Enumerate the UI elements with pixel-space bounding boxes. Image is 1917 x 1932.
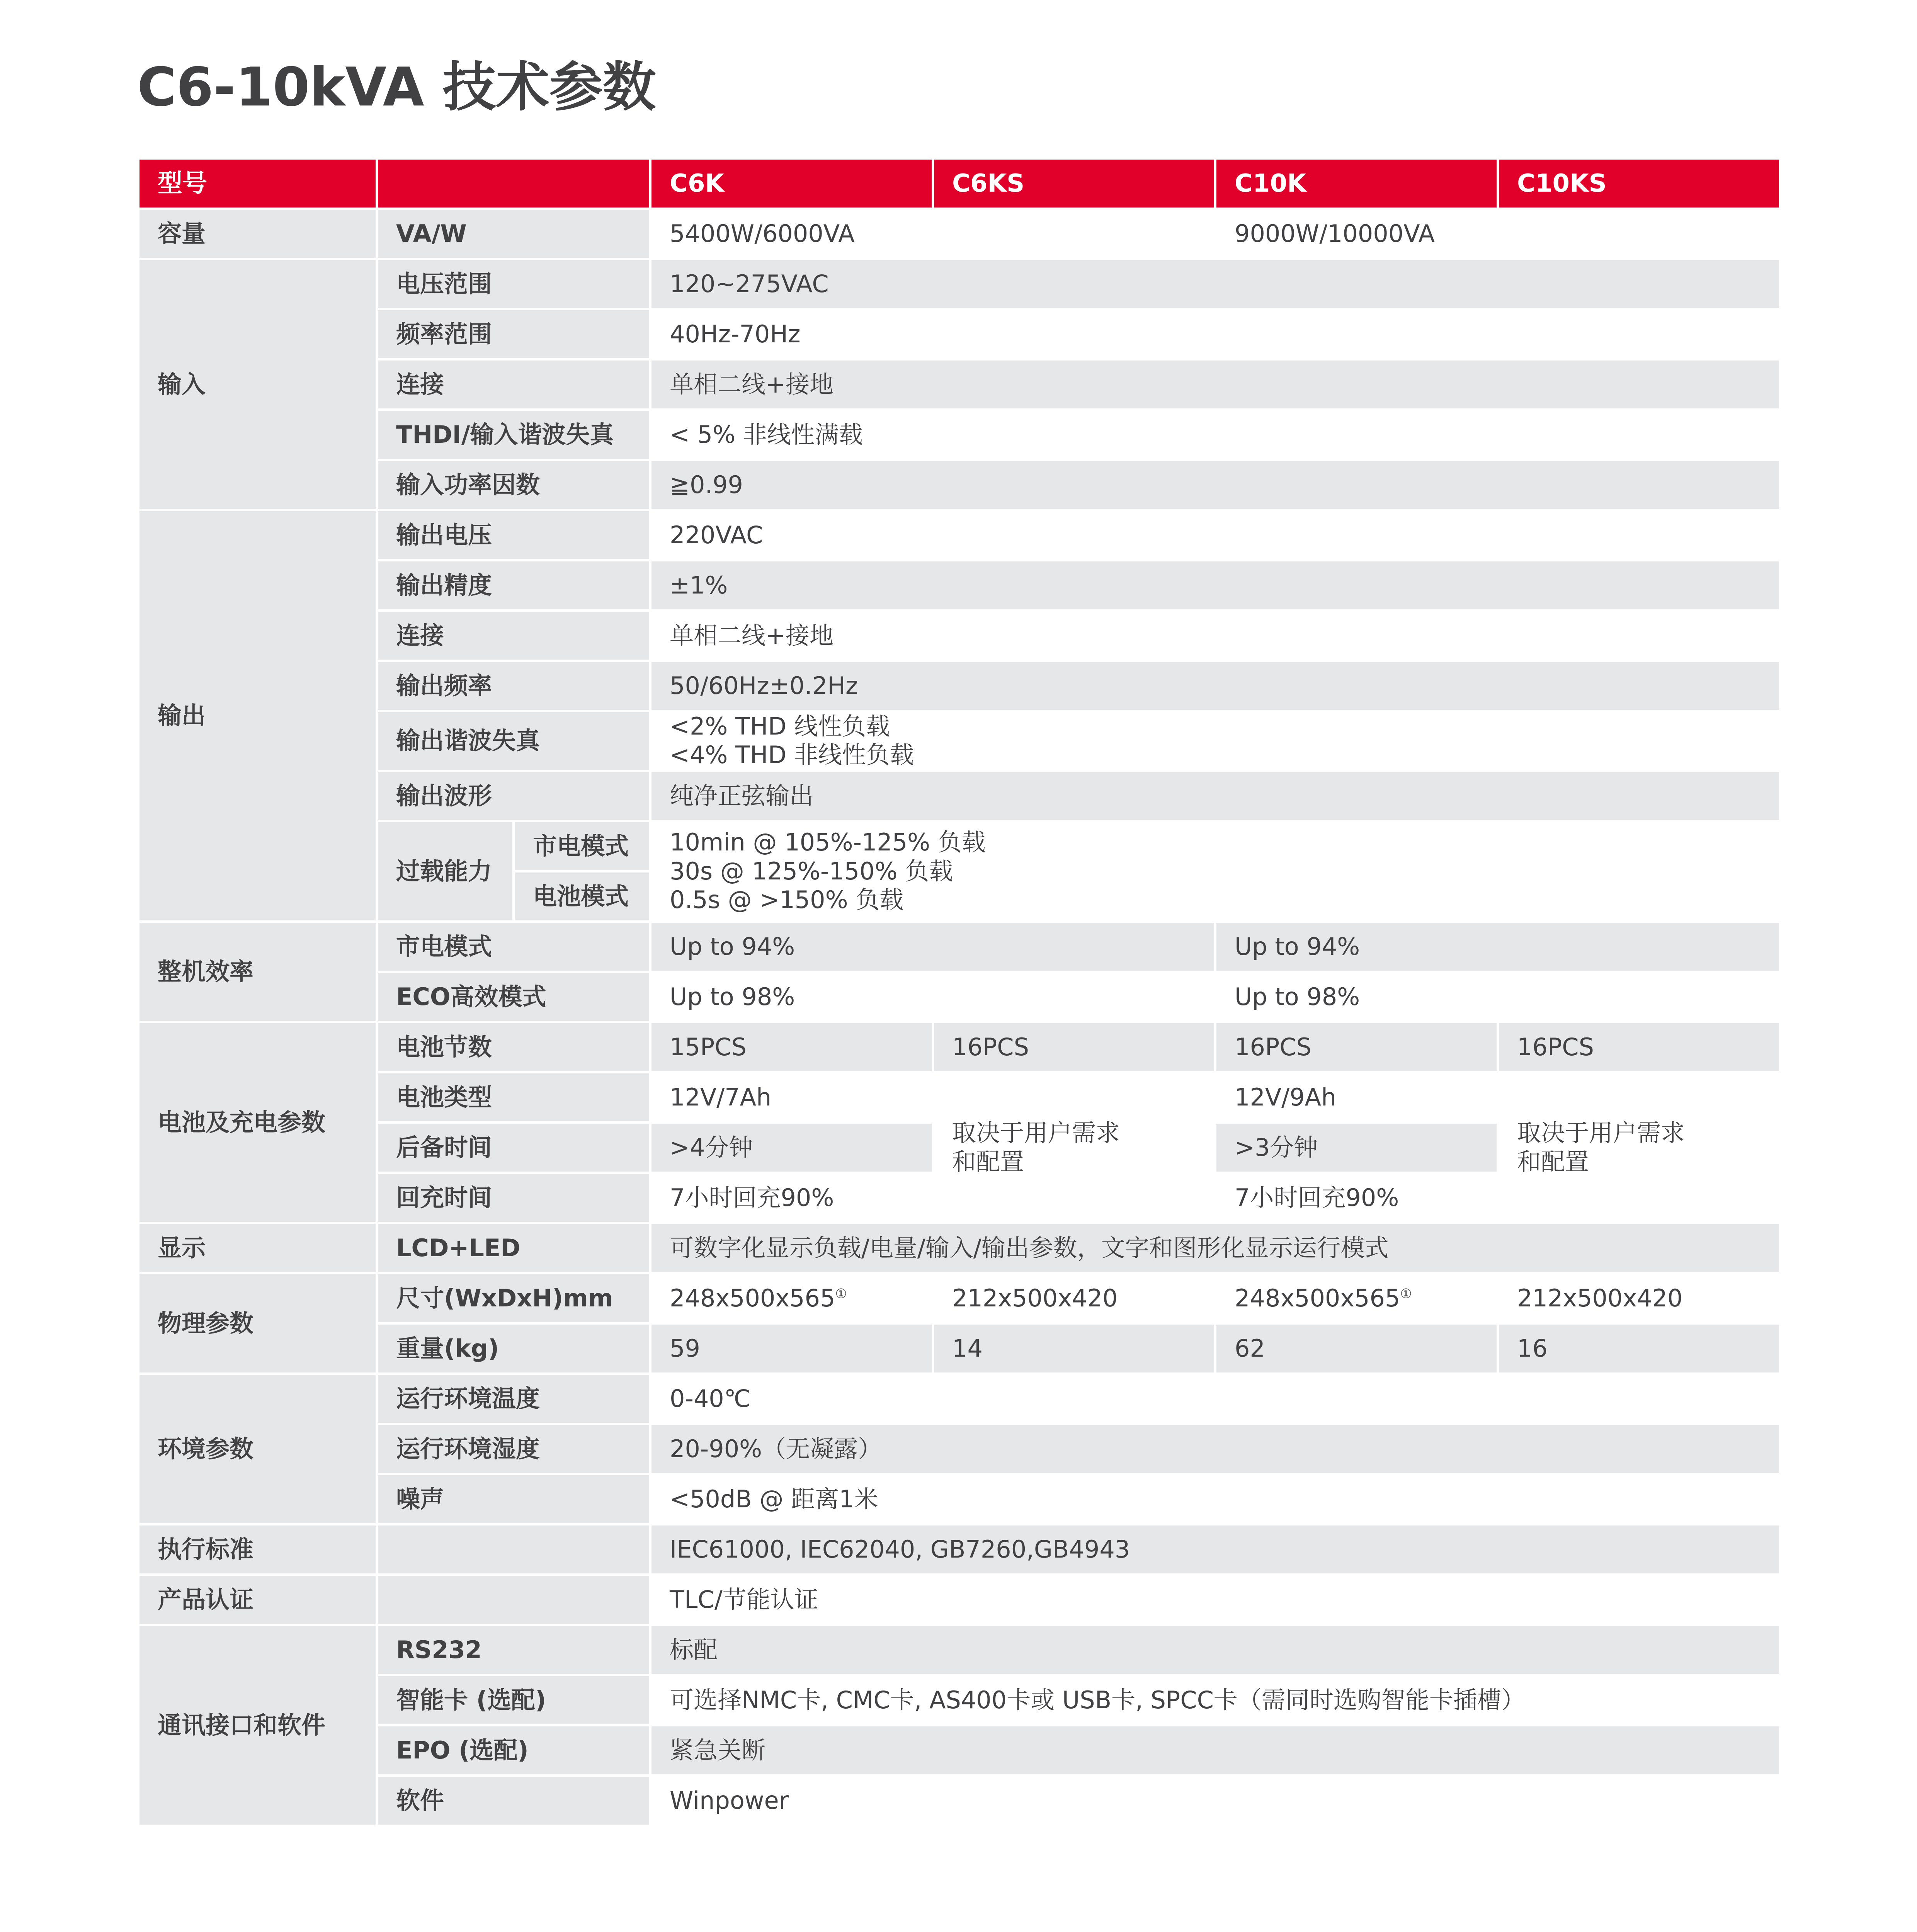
environment-sub: 噪声 (377, 1474, 650, 1524)
battery-count-c10k: 16PCS (1215, 1022, 1498, 1072)
comm-row (138, 1675, 1780, 1725)
output-row (138, 560, 1780, 611)
capacity-c10: 9000W/10000VA (1215, 209, 1780, 259)
battery-count-c6ks: 16PCS (933, 1022, 1215, 1072)
battery-recharge-c6k: 7小时回充90% (650, 1173, 933, 1223)
cert-value: TLC/节能认证 (650, 1575, 1780, 1625)
output-row (138, 510, 1780, 560)
efficiency-c6: Up to 98% (650, 972, 1215, 1022)
weight-c10ks: 16 (1498, 1323, 1780, 1374)
comm-sub: 软件 (377, 1776, 650, 1826)
efficiency-c10: Up to 94% (1215, 922, 1780, 972)
input-sub: 频率范围 (377, 309, 650, 359)
overload-row (138, 821, 1780, 871)
footnote-mark: ① (835, 1286, 847, 1301)
capacity-row (138, 209, 1780, 259)
output-value: 单相二线+接地 (650, 611, 1780, 661)
cert-label: 产品认证 (138, 1575, 377, 1625)
weight-c6ks: 14 (933, 1323, 1215, 1374)
output-value: ±1% (650, 560, 1780, 611)
battery-backup-c10k: >3分钟 (1215, 1122, 1498, 1173)
battery-count-c6k: 15PCS (650, 1022, 933, 1072)
header-blank (377, 158, 650, 209)
efficiency-sub: 市电模式 (377, 922, 650, 972)
physical-row (138, 1323, 1780, 1374)
dimension-c10ks: 212x500x420 (1498, 1273, 1780, 1323)
battery-backup-c6k: >4分钟 (650, 1122, 933, 1173)
battery-sub: 电池节数 (377, 1022, 650, 1072)
efficiency-row (138, 972, 1780, 1022)
environment-value: 20-90%（无凝露） (650, 1424, 1780, 1474)
input-sub: 电压范围 (377, 259, 650, 309)
input-sub: 输入功率因数 (377, 460, 650, 510)
environment-label: 环境参数 (138, 1374, 377, 1524)
comm-row (138, 1776, 1780, 1826)
input-row (138, 460, 1780, 510)
environment-value: <50dB @ 距离1米 (650, 1474, 1780, 1524)
battery-count-c10ks: 16PCS (1498, 1022, 1780, 1072)
capacity-sub: VA/W (377, 209, 650, 259)
output-thd-nonlinear: <4% THD 非线性负载 (670, 741, 914, 769)
environment-value: 0-40℃ (650, 1374, 1780, 1424)
efficiency-row (138, 922, 1780, 972)
environment-row (138, 1374, 1780, 1424)
battery-label: 电池及充电参数 (138, 1022, 377, 1223)
capacity-c6: 5400W/6000VA (650, 209, 1215, 259)
input-value: 40Hz-70Hz (650, 309, 1780, 359)
output-sub: 输出精度 (377, 560, 650, 611)
environment-sub: 运行环境温度 (377, 1374, 650, 1424)
physical-label: 物理参数 (138, 1273, 377, 1374)
input-value: 120~275VAC (650, 259, 1780, 309)
battery-row (138, 1072, 1780, 1122)
environment-row (138, 1474, 1780, 1524)
standard-label: 执行标准 (138, 1524, 377, 1575)
output-sub: 输出频率 (377, 661, 650, 711)
efficiency-c6: Up to 94% (650, 922, 1215, 972)
comm-sub: 智能卡 (选配) (377, 1675, 650, 1725)
battery-c6ks-user-dependent: 取决于用户需求 和配置 (933, 1072, 1215, 1223)
dimension-c10k: 248x500x565① (1215, 1273, 1498, 1323)
input-sub: 连接 (377, 359, 650, 410)
output-sub: 输出谐波失真 (377, 711, 650, 771)
overload-value (650, 821, 1780, 922)
comm-value: 标配 (650, 1625, 1780, 1675)
comm-sub: EPO (选配) (377, 1725, 650, 1776)
comm-label: 通讯接口和软件 (138, 1625, 377, 1826)
header-c6ks: C6KS (933, 158, 1215, 209)
input-value: ≧0.99 (650, 460, 1780, 510)
weight-c10k: 62 (1215, 1323, 1498, 1374)
capacity-label: 容量 (138, 209, 377, 259)
input-sub: THDI/输入谐波失真 (377, 410, 650, 460)
input-row (138, 359, 1780, 410)
input-value: 单相二线+接地 (650, 359, 1780, 410)
header-model: 型号 (138, 158, 377, 209)
battery-c10ks-user-dependent: 取决于用户需求 和配置 (1498, 1072, 1780, 1223)
comm-sub: RS232 (377, 1625, 650, 1675)
battery-type-c6k: 12V/7Ah (650, 1072, 933, 1122)
display-sub: LCD+LED (377, 1223, 650, 1273)
comm-row (138, 1625, 1780, 1675)
battery-type-c10k: 12V/9Ah (1215, 1072, 1498, 1122)
physical-sub: 重量(kg) (377, 1323, 650, 1374)
battery-recharge-c10k: 7小时回充90% (1215, 1173, 1498, 1223)
output-sub: 输出波形 (377, 771, 650, 821)
input-label: 输入 (138, 259, 377, 510)
input-row (138, 259, 1780, 309)
overload-label: 过载能力 (377, 821, 514, 922)
efficiency-sub: ECO高效模式 (377, 972, 650, 1022)
comm-value: Winpower (650, 1776, 1780, 1826)
environment-row (138, 1424, 1780, 1474)
battery-sub: 后备时间 (377, 1122, 650, 1173)
display-row (138, 1223, 1780, 1273)
standard-sub (377, 1524, 650, 1575)
header-row (138, 158, 1780, 209)
output-sub: 输出电压 (377, 510, 650, 560)
battery-sub: 回充时间 (377, 1173, 650, 1223)
output-thd-linear: <2% THD 线性负载 (670, 712, 890, 740)
overload-line: 10min @ 105%-125% 负载 (670, 828, 986, 857)
cert-row (138, 1575, 1780, 1625)
overload-mode-battery: 电池模式 (514, 871, 650, 922)
environment-sub: 运行环境湿度 (377, 1424, 650, 1474)
battery-row (138, 1022, 1780, 1072)
overload-mode-utility: 市电模式 (514, 821, 650, 871)
header-c10ks: C10KS (1498, 158, 1780, 209)
output-value (650, 711, 1780, 771)
header-c6k: C6K (650, 158, 933, 209)
output-row (138, 771, 1780, 821)
output-label: 输出 (138, 510, 377, 922)
output-row (138, 661, 1780, 711)
physical-row (138, 1273, 1780, 1323)
standard-value: IEC61000, IEC62040, GB7260,GB4943 (650, 1524, 1780, 1575)
output-value: 220VAC (650, 510, 1780, 560)
spec-table (137, 157, 1781, 1827)
physical-sub: 尺寸(WxDxH)mm (377, 1273, 650, 1323)
overload-line: 0.5s @ >150% 负载 (670, 885, 904, 914)
footnote-mark: ① (1400, 1286, 1412, 1301)
header-c10k: C10K (1215, 158, 1498, 209)
output-value: 50/60Hz±0.2Hz (650, 661, 1780, 711)
output-value: 纯净正弦输出 (650, 771, 1780, 821)
battery-sub: 电池类型 (377, 1072, 650, 1122)
output-sub: 连接 (377, 611, 650, 661)
overload-line: 30s @ 125%-150% 负载 (670, 857, 953, 885)
cert-sub (377, 1575, 650, 1625)
comm-row (138, 1725, 1780, 1776)
input-row (138, 309, 1780, 359)
dimension-c6ks: 212x500x420 (933, 1273, 1215, 1323)
standard-row (138, 1524, 1780, 1575)
page-title: C6-10kVA 技术参数 (137, 56, 656, 118)
display-label: 显示 (138, 1223, 377, 1273)
input-value: < 5% 非线性满载 (650, 410, 1780, 460)
output-row (138, 611, 1780, 661)
comm-value: 紧急关断 (650, 1725, 1780, 1776)
comm-value: 可选择NMC卡, CMC卡, AS400卡或 USB卡, SPCC卡（需同时选购智能卡插槽） (650, 1675, 1780, 1725)
efficiency-c10: Up to 98% (1215, 972, 1780, 1022)
output-row (138, 711, 1780, 771)
efficiency-label: 整机效率 (138, 922, 377, 1022)
input-row (138, 410, 1780, 460)
dimension-c6k: 248x500x565① (650, 1273, 933, 1323)
display-value: 可数字化显示负载/电量/输入/输出参数，文字和图形化显示运行模式 (650, 1223, 1780, 1273)
weight-c6k: 59 (650, 1323, 933, 1374)
